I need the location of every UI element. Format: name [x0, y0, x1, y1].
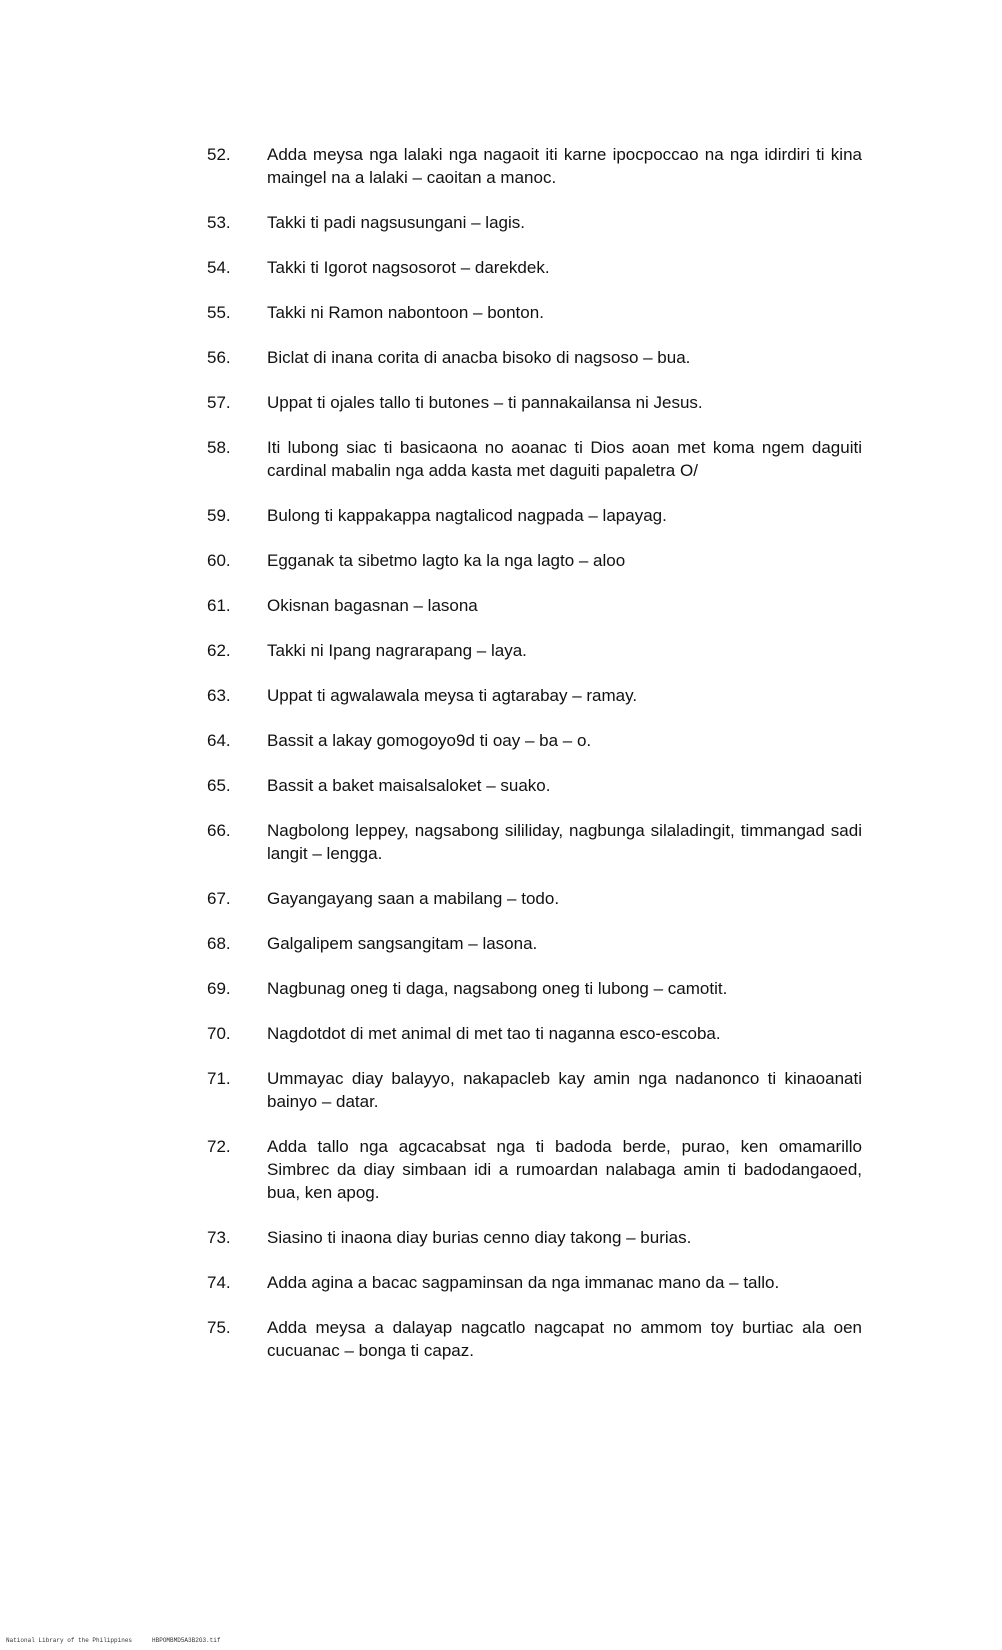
item-text: Okisnan bagasnan – lasona [267, 596, 478, 615]
item-number: 66. [207, 821, 231, 840]
list-item [207, 1022, 862, 1045]
item-number: 73. [207, 1228, 231, 1247]
item-number: 59. [207, 506, 231, 525]
list-item [207, 504, 862, 527]
item-number: 52. [207, 145, 231, 164]
list-item [207, 594, 862, 617]
item-text: Takki ti Igorot nagsosorot – darekdek. [267, 258, 550, 277]
item-number: 70. [207, 1024, 231, 1043]
item-text: Nagdotdot di met animal di met tao ti naganna esco-escoba. [267, 1024, 721, 1043]
list-item [207, 819, 862, 865]
item-number: 53. [207, 213, 231, 232]
list-item [207, 1226, 862, 1249]
list-item [207, 1135, 862, 1204]
item-number: 55. [207, 303, 231, 322]
item-number: 60. [207, 551, 231, 570]
item-number: 65. [207, 776, 231, 795]
list-item [207, 684, 862, 707]
item-number: 63. [207, 686, 231, 705]
item-text: Bassit a lakay gomogoyo9d ti oay – ba – o. [267, 731, 592, 750]
item-text: Nagbolong leppey, nagsabong sililiday, nagbunga silaladingit, timmangad sadi langit – lengga. [267, 821, 862, 863]
item-text: Ummayac diay balayyo, nakapacleb kay amin nga nadanonco ti kinaoanati bainyo – datar. [267, 1069, 862, 1111]
item-number: 68. [207, 934, 231, 953]
list-item [207, 256, 862, 279]
list-item [207, 977, 862, 1000]
item-text: Adda meysa nga lalaki nga nagaoit iti karne ipocpoccao na nga idirdiri ti kina maingel na a lalaki – caoitan a manoc. [267, 145, 862, 187]
item-number: 69. [207, 979, 231, 998]
list-item [207, 301, 862, 324]
list-item [207, 143, 862, 189]
list-item [207, 436, 862, 482]
item-text: Takki ti padi nagsusungani – lagis. [267, 213, 525, 232]
item-number: 58. [207, 438, 231, 457]
item-text: Galgalipem sangsangitam – lasona. [267, 934, 538, 953]
item-text: Takki ni Ramon nabontoon – bonton. [267, 303, 544, 322]
footer-library: National Library of the Philippines [6, 1637, 133, 1644]
list-item [207, 1067, 862, 1113]
item-number: 67. [207, 889, 231, 908]
item-text: Nagbunag oneg ti daga, nagsabong oneg ti lubong – camotit. [267, 979, 728, 998]
item-number: 61. [207, 596, 231, 615]
item-text: Gayangayang saan a mabilang – todo. [267, 889, 560, 908]
item-text: Uppat ti ojales tallo ti butones – ti pannakailansa ni Jesus. [267, 393, 703, 412]
item-number: 56. [207, 348, 231, 367]
item-text: Adda meysa a dalayap nagcatlo nagcapat no ammom toy burtiac ala oen cucuanac – bonga ti capaz. [267, 1318, 862, 1360]
list-item [207, 639, 862, 662]
list-item [207, 774, 862, 797]
list-item [207, 211, 862, 234]
list-item [207, 391, 862, 414]
list-item [207, 549, 862, 572]
item-text: Egganak ta sibetmo lagto ka la nga lagto – aloo [267, 551, 626, 570]
list-item [207, 932, 862, 955]
list-item [207, 729, 862, 752]
item-number: 71. [207, 1069, 231, 1088]
list-item [207, 887, 862, 910]
item-text: Adda tallo nga agcacabsat nga ti badoda berde, purao, ken omamarillo Simbrec da diay simbaan idi a rumoardan nalabaga amin ti badodangaoed, bua, ken apog. [267, 1137, 862, 1202]
list-item [207, 1271, 862, 1294]
scan-footer [6, 1637, 220, 1645]
item-text: Bulong ti kappakappa nagtalicod nagpada – lapayag. [267, 506, 667, 525]
item-number: 75. [207, 1318, 231, 1337]
item-number: 64. [207, 731, 231, 750]
item-number: 74. [207, 1273, 231, 1292]
item-number: 72. [207, 1137, 231, 1156]
item-number: 57. [207, 393, 231, 412]
item-text: Iti lubong siac ti basicaona no aoanac ti Dios aoan met koma ngem daguiti cardinal mabalin nga adda kasta met daguiti papaletra O/ [267, 438, 862, 480]
item-number: 62. [207, 641, 231, 660]
list-item [207, 346, 862, 369]
item-text: Takki ni Ipang nagrarapang – laya. [267, 641, 527, 660]
riddle-list [207, 143, 862, 1384]
item-text: Adda agina a bacac sagpaminsan da nga immanac mano da – tallo. [267, 1273, 780, 1292]
item-number: 54. [207, 258, 231, 277]
item-text: Uppat ti agwalawala meysa ti agtarabay – ramay. [267, 686, 638, 705]
footer-file-id: HBPOMBMD5A3B2G3.tif [152, 1637, 221, 1644]
item-text: Biclat di inana corita di anacba bisoko di nagsoso – bua. [267, 348, 691, 367]
item-text: Bassit a baket maisalsaloket – suako. [267, 776, 551, 795]
list-item [207, 1316, 862, 1362]
item-text: Siasino ti inaona diay burias cenno diay takong – burias. [267, 1228, 692, 1247]
